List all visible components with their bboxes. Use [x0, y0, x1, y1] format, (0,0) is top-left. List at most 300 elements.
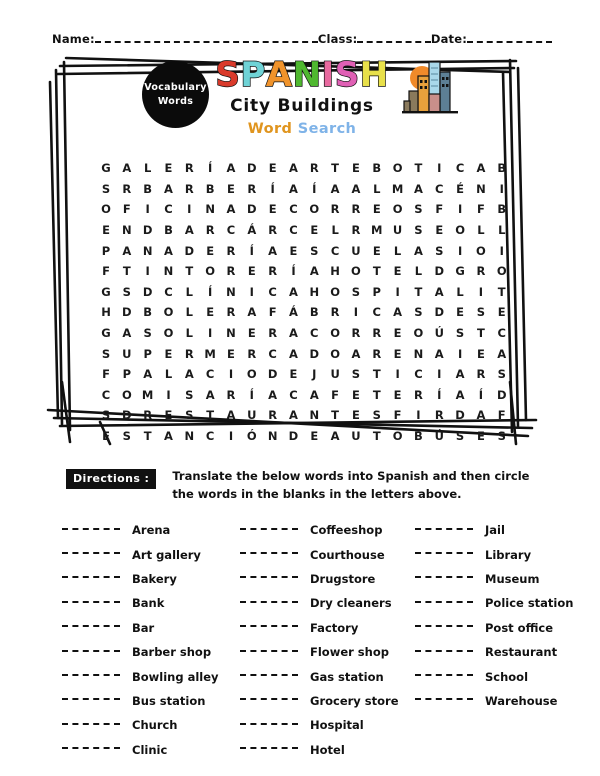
grid-cell-0-0[interactable]: G [101, 161, 111, 176]
grid-cell-3-12[interactable]: R [351, 223, 361, 238]
grid-cell-8-4[interactable]: L [185, 326, 193, 341]
grid-cell-12-1[interactable]: D [122, 408, 132, 423]
grid-cell-6-10[interactable]: H [309, 284, 320, 299]
grid-cell-13-0[interactable]: E [102, 429, 110, 444]
grid-cell-7-17[interactable]: E [456, 305, 464, 320]
grid-cell-4-4[interactable]: D [184, 243, 195, 258]
grid-cell-9-5[interactable]: M [204, 346, 216, 361]
grid-cell-4-8[interactable]: A [268, 243, 278, 258]
answer-blank[interactable] [62, 551, 120, 554]
grid-cell-5-13[interactable]: T [372, 264, 381, 279]
grid-cell-3-18[interactable]: L [477, 223, 485, 238]
grid-cell-4-13[interactable]: E [372, 243, 381, 258]
grid-cell-10-5[interactable]: C [205, 367, 215, 382]
grid-cell-0-6[interactable]: A [226, 161, 236, 176]
grid-cell-8-19[interactable]: C [497, 326, 506, 341]
grid-cell-11-0[interactable]: C [101, 387, 111, 402]
grid-cell-13-17[interactable]: S [455, 429, 465, 444]
grid-cell-6-7[interactable]: I [249, 284, 254, 299]
grid-cell-3-19[interactable]: L [498, 223, 506, 238]
grid-cell-6-2[interactable]: D [142, 284, 153, 299]
grid-cell-12-8[interactable]: R [268, 408, 278, 423]
grid-cell-2-7[interactable]: D [247, 202, 257, 217]
grid-cell-8-13[interactable]: R [372, 326, 382, 341]
grid-cell-9-15[interactable]: N [413, 346, 424, 361]
grid-cell-0-1[interactable]: A [122, 161, 132, 176]
grid-cell-7-3[interactable]: O [163, 305, 174, 320]
grid-cell-4-12[interactable]: U [351, 243, 361, 258]
grid-cell-9-13[interactable]: R [372, 346, 382, 361]
answer-blank[interactable] [415, 649, 473, 652]
grid-cell-0-7[interactable]: D [247, 161, 257, 176]
grid-cell-7-1[interactable]: D [122, 305, 132, 320]
grid-cell-1-9[interactable]: A [289, 181, 298, 196]
grid-cell-7-14[interactable]: A [393, 305, 403, 320]
grid-cell-9-3[interactable]: E [164, 346, 173, 361]
answer-blank[interactable] [240, 649, 298, 652]
grid-cell-10-4[interactable]: A [184, 367, 194, 382]
answer-blank[interactable] [240, 746, 298, 749]
grid-cell-11-8[interactable]: A [268, 387, 278, 402]
grid-cell-10-13[interactable]: T [372, 367, 381, 382]
grid-cell-7-16[interactable]: D [434, 305, 445, 320]
grid-cell-1-14[interactable]: M [391, 181, 404, 196]
grid-cell-1-12[interactable]: A [351, 181, 361, 196]
grid-cell-0-10[interactable]: R [309, 161, 319, 176]
grid-cell-0-2[interactable]: L [143, 161, 152, 176]
grid-cell-2-18[interactable]: F [476, 202, 485, 217]
grid-cell-5-3[interactable]: N [163, 264, 174, 279]
answer-blank[interactable] [62, 697, 120, 700]
grid-cell-7-12[interactable]: I [353, 305, 359, 320]
grid-cell-10-11[interactable]: U [330, 367, 340, 382]
grid-cell-10-9[interactable]: E [289, 367, 298, 382]
grid-cell-9-18[interactable]: E [476, 346, 485, 361]
class-blank[interactable] [357, 40, 430, 43]
grid-cell-2-13[interactable]: E [372, 202, 381, 217]
grid-cell-1-17[interactable]: É [456, 181, 464, 196]
answer-blank[interactable] [62, 649, 120, 652]
grid-cell-7-15[interactable]: S [414, 305, 423, 320]
grid-cell-9-6[interactable]: E [227, 346, 235, 361]
grid-cell-10-1[interactable]: P [122, 367, 132, 382]
answer-blank[interactable] [240, 551, 298, 554]
grid-cell-3-16[interactable]: E [435, 223, 444, 238]
grid-cell-9-14[interactable]: E [393, 346, 402, 361]
grid-cell-12-7[interactable]: U [247, 408, 257, 423]
answer-blank[interactable] [415, 697, 473, 700]
grid-cell-13-18[interactable]: E [476, 429, 485, 444]
grid-cell-9-0[interactable]: S [101, 346, 111, 361]
grid-cell-10-2[interactable]: A [143, 367, 153, 382]
grid-cell-5-2[interactable]: I [145, 264, 150, 279]
grid-cell-2-6[interactable]: A [226, 202, 236, 217]
grid-cell-12-5[interactable]: T [206, 408, 215, 423]
grid-cell-8-18[interactable]: T [476, 326, 485, 341]
grid-cell-7-4[interactable]: L [185, 305, 193, 320]
grid-cell-8-9[interactable]: A [289, 326, 298, 341]
grid-cell-1-8[interactable]: Í [270, 181, 275, 196]
grid-cell-5-6[interactable]: R [226, 264, 236, 279]
grid-cell-8-11[interactable]: O [330, 326, 340, 341]
grid-cell-9-19[interactable]: A [497, 346, 507, 361]
grid-cell-2-19[interactable]: B [497, 202, 507, 217]
grid-cell-12-13[interactable]: S [372, 408, 381, 423]
grid-cell-11-7[interactable]: Í [249, 387, 254, 402]
grid-cell-5-12[interactable]: O [351, 264, 361, 279]
grid-cell-6-1[interactable]: S [122, 284, 131, 299]
grid-cell-12-10[interactable]: N [309, 408, 320, 423]
grid-cell-8-14[interactable]: E [393, 326, 402, 341]
grid-cell-6-18[interactable]: I [478, 284, 484, 299]
grid-cell-10-14[interactable]: I [395, 367, 400, 382]
answer-blank[interactable] [62, 575, 120, 578]
grid-cell-8-3[interactable]: O [163, 326, 174, 341]
grid-cell-10-7[interactable]: O [246, 367, 257, 382]
grid-cell-3-9[interactable]: C [289, 223, 298, 238]
grid-cell-2-14[interactable]: O [392, 202, 403, 217]
grid-cell-11-5[interactable]: A [205, 387, 215, 402]
grid-cell-0-16[interactable]: I [437, 161, 442, 176]
grid-cell-6-19[interactable]: T [497, 284, 506, 299]
grid-cell-4-17[interactable]: I [457, 243, 463, 258]
grid-cell-11-4[interactable]: S [185, 387, 194, 402]
grid-cell-12-15[interactable]: I [416, 408, 421, 423]
word-search-grid[interactable] [96, 158, 512, 446]
grid-cell-2-1[interactable]: F [122, 202, 131, 217]
grid-cell-7-18[interactable]: S [476, 305, 486, 320]
grid-cell-6-5[interactable]: Í [208, 284, 213, 299]
grid-cell-8-1[interactable]: A [122, 326, 132, 341]
grid-cell-5-9[interactable]: Í [291, 264, 296, 279]
grid-cell-2-2[interactable]: I [145, 202, 150, 217]
answer-blank[interactable] [240, 722, 298, 725]
grid-cell-6-6[interactable]: N [226, 284, 236, 299]
grid-cell-1-6[interactable]: E [227, 181, 235, 196]
grid-cell-6-0[interactable]: G [101, 284, 111, 299]
grid-cell-1-4[interactable]: R [184, 181, 194, 196]
grid-cell-9-7[interactable]: R [247, 346, 257, 361]
grid-cell-11-3[interactable]: I [166, 387, 171, 402]
grid-cell-5-5[interactable]: O [205, 264, 216, 279]
grid-cell-5-0[interactable]: F [102, 264, 110, 279]
grid-cell-9-4[interactable]: R [184, 346, 194, 361]
grid-cell-1-15[interactable]: A [413, 181, 423, 196]
grid-cell-13-5[interactable]: C [205, 429, 215, 444]
grid-cell-1-18[interactable]: N [476, 181, 486, 196]
grid-cell-5-1[interactable]: T [122, 264, 131, 279]
grid-cell-2-16[interactable]: F [435, 202, 444, 217]
grid-cell-3-14[interactable]: U [392, 223, 403, 238]
grid-cell-10-18[interactable]: R [476, 367, 486, 382]
grid-cell-5-16[interactable]: D [434, 264, 445, 279]
grid-cell-12-16[interactable]: R [434, 408, 444, 423]
grid-cell-6-15[interactable]: T [414, 284, 423, 299]
grid-cell-2-8[interactable]: E [268, 202, 277, 217]
grid-cell-10-3[interactable]: L [164, 367, 173, 382]
grid-cell-0-14[interactable]: O [392, 161, 403, 176]
grid-cell-7-11[interactable]: R [330, 305, 340, 320]
grid-cell-13-16[interactable]: Ú [434, 429, 444, 444]
grid-cell-7-2[interactable]: B [143, 305, 153, 320]
grid-cell-12-19[interactable]: F [497, 408, 506, 423]
grid-cell-13-8[interactable]: N [267, 429, 278, 444]
grid-cell-12-17[interactable]: D [455, 408, 465, 423]
grid-cell-11-10[interactable]: A [309, 387, 319, 402]
grid-cell-12-0[interactable]: S [101, 408, 111, 423]
grid-cell-6-16[interactable]: A [434, 284, 444, 299]
answer-blank[interactable] [62, 527, 120, 530]
grid-cell-3-0[interactable]: E [102, 223, 110, 238]
grid-cell-12-9[interactable]: A [289, 408, 298, 423]
grid-cell-12-14[interactable]: F [393, 408, 402, 423]
grid-cell-8-10[interactable]: C [310, 326, 319, 341]
grid-cell-2-3[interactable]: C [164, 202, 173, 217]
grid-cell-0-18[interactable]: A [476, 161, 486, 176]
grid-cell-4-15[interactable]: A [413, 243, 423, 258]
grid-cell-9-11[interactable]: O [330, 346, 340, 361]
grid-cell-6-3[interactable]: C [164, 284, 173, 299]
grid-cell-3-7[interactable]: Á [247, 223, 257, 238]
grid-cell-6-4[interactable]: L [185, 284, 193, 299]
grid-cell-6-13[interactable]: P [372, 284, 381, 299]
grid-cell-11-2[interactable]: M [141, 387, 154, 402]
grid-cell-12-11[interactable]: T [331, 408, 340, 423]
grid-cell-11-9[interactable]: C [289, 387, 298, 402]
grid-cell-12-3[interactable]: E [164, 408, 173, 423]
grid-cell-8-2[interactable]: S [143, 326, 152, 341]
grid-cell-11-14[interactable]: E [393, 387, 402, 402]
grid-cell-10-17[interactable]: A [455, 367, 465, 382]
grid-cell-3-15[interactable]: S [414, 223, 423, 238]
grid-cell-4-6[interactable]: R [226, 243, 236, 258]
grid-cell-4-9[interactable]: E [289, 243, 298, 258]
grid-cell-13-12[interactable]: U [351, 429, 361, 444]
grid-cell-0-5[interactable]: Í [208, 161, 213, 176]
grid-cell-7-13[interactable]: C [372, 305, 381, 320]
grid-cell-8-0[interactable]: G [101, 326, 111, 341]
grid-cell-6-12[interactable]: S [351, 284, 361, 299]
grid-cell-0-11[interactable]: T [331, 161, 340, 176]
answer-blank[interactable] [415, 624, 473, 627]
grid-cell-1-3[interactable]: A [164, 181, 173, 196]
date-blank[interactable] [467, 40, 552, 43]
grid-cell-11-11[interactable]: F [331, 387, 340, 402]
grid-cell-11-19[interactable]: D [496, 387, 507, 402]
answer-blank[interactable] [240, 600, 298, 603]
grid-cell-4-18[interactable]: O [476, 243, 486, 258]
grid-cell-7-6[interactable]: R [226, 305, 236, 320]
grid-cell-4-11[interactable]: C [330, 243, 340, 258]
grid-cell-0-15[interactable]: T [414, 161, 423, 176]
grid-cell-13-15[interactable]: B [414, 429, 423, 444]
grid-cell-13-1[interactable]: S [122, 429, 131, 444]
grid-cell-3-8[interactable]: R [268, 223, 278, 238]
grid-cell-3-3[interactable]: B [164, 223, 173, 238]
grid-cell-4-14[interactable]: L [393, 243, 402, 258]
grid-cell-4-3[interactable]: A [164, 243, 173, 258]
grid-cell-1-19[interactable]: I [499, 181, 504, 196]
grid-cell-9-16[interactable]: A [434, 346, 444, 361]
grid-cell-1-13[interactable]: L [373, 181, 381, 196]
grid-cell-4-10[interactable]: S [310, 243, 319, 258]
grid-cell-3-6[interactable]: C [226, 223, 236, 238]
grid-cell-11-12[interactable]: E [352, 387, 360, 402]
grid-cell-9-17[interactable]: I [457, 346, 463, 361]
grid-cell-4-19[interactable]: I [499, 243, 504, 258]
grid-cell-8-5[interactable]: I [208, 326, 213, 341]
grid-cell-8-8[interactable]: R [268, 326, 278, 341]
grid-cell-2-0[interactable]: O [101, 202, 111, 217]
grid-cell-3-17[interactable]: O [455, 223, 465, 238]
grid-cell-3-10[interactable]: E [310, 223, 319, 238]
answer-blank[interactable] [62, 673, 120, 676]
grid-cell-5-10[interactable]: A [309, 264, 319, 279]
grid-cell-9-9[interactable]: A [289, 346, 298, 361]
grid-cell-0-3[interactable]: E [164, 161, 173, 176]
grid-cell-13-9[interactable]: D [288, 429, 299, 444]
grid-cell-8-6[interactable]: N [226, 326, 236, 341]
grid-cell-1-0[interactable]: S [101, 181, 111, 196]
grid-cell-4-1[interactable]: A [122, 243, 132, 258]
grid-cell-0-17[interactable]: C [455, 161, 465, 176]
grid-cell-0-8[interactable]: E [268, 161, 277, 176]
grid-cell-7-9[interactable]: Á [289, 305, 298, 320]
answer-blank[interactable] [240, 697, 298, 700]
grid-cell-5-19[interactable]: O [496, 264, 507, 279]
grid-cell-12-18[interactable]: A [476, 408, 486, 423]
grid-cell-0-19[interactable]: B [497, 161, 507, 176]
grid-cell-0-4[interactable]: R [184, 161, 194, 176]
grid-cell-11-15[interactable]: R [413, 387, 423, 402]
grid-cell-8-7[interactable]: E [247, 326, 256, 341]
grid-cell-9-2[interactable]: P [143, 346, 152, 361]
grid-cell-2-12[interactable]: R [351, 202, 361, 217]
answer-blank[interactable] [62, 722, 120, 725]
grid-cell-9-10[interactable]: D [309, 346, 320, 361]
grid-cell-6-9[interactable]: A [289, 284, 298, 299]
grid-cell-11-1[interactable]: O [121, 387, 132, 402]
grid-cell-4-0[interactable]: P [101, 243, 111, 258]
answer-blank[interactable] [240, 575, 298, 578]
grid-cell-8-15[interactable]: O [413, 326, 424, 341]
answer-blank[interactable] [240, 673, 298, 676]
grid-cell-12-12[interactable]: E [352, 408, 360, 423]
grid-cell-7-8[interactable]: F [268, 305, 277, 320]
grid-cell-3-13[interactable]: M [371, 223, 383, 238]
grid-cell-2-17[interactable]: I [457, 202, 463, 217]
grid-cell-6-8[interactable]: C [268, 284, 277, 299]
grid-cell-6-17[interactable]: L [456, 284, 464, 299]
answer-blank[interactable] [415, 673, 473, 676]
answer-blank[interactable] [62, 600, 120, 603]
grid-cell-13-4[interactable]: N [184, 429, 195, 444]
grid-cell-5-17[interactable]: G [455, 264, 465, 279]
grid-cell-7-10[interactable]: B [309, 305, 319, 320]
grid-cell-11-13[interactable]: T [372, 387, 381, 402]
grid-cell-13-2[interactable]: T [143, 429, 152, 444]
answer-blank[interactable] [240, 624, 298, 627]
grid-cell-3-1[interactable]: N [122, 223, 132, 238]
grid-cell-11-16[interactable]: Í [437, 387, 442, 402]
grid-cell-2-10[interactable]: O [309, 202, 320, 217]
grid-cell-8-16[interactable]: Ú [434, 326, 444, 341]
grid-cell-2-15[interactable]: S [414, 202, 423, 217]
grid-cell-2-5[interactable]: N [205, 202, 215, 217]
grid-cell-1-7[interactable]: R [247, 181, 257, 196]
grid-cell-13-6[interactable]: I [228, 429, 234, 444]
grid-cell-1-5[interactable]: B [205, 181, 215, 196]
answer-blank[interactable] [415, 575, 473, 578]
grid-cell-10-16[interactable]: I [437, 367, 442, 382]
grid-cell-4-5[interactable]: E [206, 243, 215, 258]
grid-cell-10-15[interactable]: C [414, 367, 423, 382]
grid-cell-7-5[interactable]: E [206, 305, 215, 320]
grid-cell-10-19[interactable]: S [497, 367, 506, 382]
grid-cell-13-13[interactable]: T [372, 429, 381, 444]
grid-cell-10-10[interactable]: J [312, 367, 317, 382]
grid-cell-9-12[interactable]: A [351, 346, 361, 361]
grid-cell-10-6[interactable]: I [228, 367, 234, 382]
grid-cell-9-1[interactable]: U [122, 346, 132, 361]
grid-cell-2-4[interactable]: I [187, 202, 192, 217]
answer-blank[interactable] [415, 600, 473, 603]
grid-cell-0-12[interactable]: E [352, 161, 360, 176]
grid-cell-12-6[interactable]: A [226, 408, 236, 423]
grid-cell-1-10[interactable]: Í [312, 181, 317, 196]
answer-blank[interactable] [240, 527, 298, 530]
answer-blank[interactable] [62, 624, 120, 627]
grid-cell-5-8[interactable]: R [268, 264, 278, 279]
grid-cell-3-2[interactable]: D [142, 223, 153, 238]
grid-cell-11-18[interactable]: Í [478, 387, 484, 402]
grid-cell-1-1[interactable]: R [122, 181, 132, 196]
grid-cell-13-11[interactable]: A [330, 429, 340, 444]
grid-cell-13-19[interactable]: S [497, 429, 506, 444]
grid-cell-1-2[interactable]: B [143, 181, 153, 196]
grid-cell-11-6[interactable]: R [226, 387, 236, 402]
grid-cell-5-7[interactable]: E [247, 264, 256, 279]
grid-cell-6-14[interactable]: I [395, 284, 400, 299]
grid-cell-10-12[interactable]: S [351, 367, 361, 382]
grid-cell-8-12[interactable]: R [351, 326, 361, 341]
name-blank[interactable] [95, 40, 318, 43]
grid-cell-13-3[interactable]: A [164, 429, 173, 444]
grid-cell-0-9[interactable]: A [289, 161, 298, 176]
grid-cell-5-4[interactable]: T [185, 264, 194, 279]
grid-cell-7-7[interactable]: A [247, 305, 257, 320]
grid-cell-12-4[interactable]: S [185, 408, 194, 423]
grid-cell-1-11[interactable]: A [330, 181, 340, 196]
grid-cell-5-11[interactable]: H [330, 264, 340, 279]
grid-cell-5-18[interactable]: R [476, 264, 486, 279]
grid-cell-5-14[interactable]: E [393, 264, 402, 279]
answer-blank[interactable] [62, 746, 120, 749]
grid-cell-13-7[interactable]: Ó [246, 429, 257, 444]
answer-blank[interactable] [415, 527, 473, 530]
grid-cell-3-5[interactable]: R [205, 223, 215, 238]
grid-cell-0-13[interactable]: B [372, 161, 382, 176]
grid-cell-7-19[interactable]: E [497, 305, 506, 320]
grid-cell-10-8[interactable]: D [267, 367, 278, 382]
grid-cell-9-8[interactable]: C [268, 346, 277, 361]
grid-cell-7-0[interactable]: H [101, 305, 111, 320]
grid-cell-4-7[interactable]: Í [249, 243, 254, 258]
grid-cell-5-15[interactable]: L [414, 264, 423, 279]
grid-cell-2-9[interactable]: C [289, 202, 298, 217]
grid-cell-3-4[interactable]: A [184, 223, 194, 238]
answer-blank[interactable] [415, 551, 473, 554]
